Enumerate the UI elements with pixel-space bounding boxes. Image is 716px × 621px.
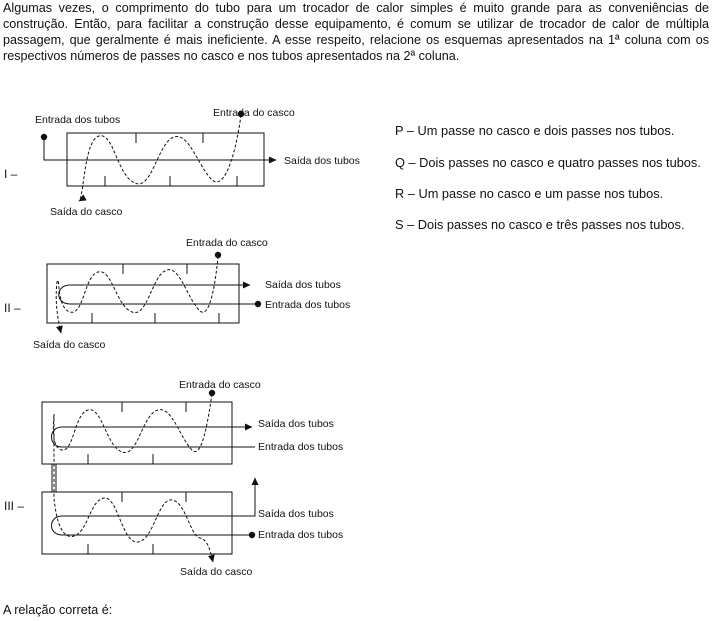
- scheme-ii-baffles: [92, 264, 219, 323]
- scheme-iii-shell-flow: [53, 394, 213, 562]
- option-q: Q – Dois passes no casco e quatro passes nos tubos.: [395, 155, 701, 170]
- scheme-ii-tube-in-label: Entrada dos tubos: [265, 299, 351, 311]
- option-r: R – Um passe no casco e um passe nos tubos.: [395, 186, 664, 201]
- scheme-ii-shell-in-label: Entrada do casco: [186, 237, 268, 249]
- option-p: P – Um passe no casco e dois passes nos tubos.: [395, 123, 675, 138]
- option-s: S – Dois passes no casco e três passes nos tubos.: [395, 217, 685, 232]
- scheme-ii-tube-out-label: Saída dos tubos: [265, 279, 341, 291]
- scheme-iii-lower-tube-inlet-dot: [249, 532, 255, 538]
- scheme-iii-tube-in-2-label: Entrada dos tubos: [258, 529, 344, 541]
- scheme-ii-shell-out-label: Saída do casco: [33, 339, 106, 351]
- scheme-iii-upper-shell: [42, 402, 232, 464]
- scheme-i-tube-in-label: Entrada dos tubos: [35, 114, 121, 126]
- scheme-iii-numeral: III –: [4, 499, 25, 513]
- scheme-i-shell-out-label: Saída do casco: [50, 206, 123, 218]
- scheme-i: [4, 107, 360, 218]
- question-prompt: A relação correta é:: [3, 603, 113, 617]
- scheme-ii-tube-inlet-dot: [255, 301, 261, 307]
- scheme-ii: [4, 237, 350, 351]
- scheme-iii-tube-out-2-label: Saída dos tubos: [258, 508, 334, 520]
- scheme-i-shell-flow: [79, 115, 241, 201]
- intro-paragraph: Algumas vezes, o comprimento do tubo para um trocador de calor simples é muito grande para as conveniências de construção. Então, para facilitar a construção desse equipamento, é comum se utilizar de trocador de calor de múltipla passagem, que geralmente é mais ineficiente. A esse respeito, relacione os esquemas apresentados na 1ª coluna com os respectivos números de passes no casco e nos tubos apresentados na 2ª coluna.: [3, 1, 709, 63]
- scheme-i-tube-out-label: Saída dos tubos: [284, 155, 360, 167]
- scheme-ii-shell-flow: [56, 256, 218, 333]
- scheme-ii-shell-inlet-dot: [215, 252, 221, 258]
- scheme-ii-shell: [47, 264, 239, 323]
- scheme-iii-lower-tube: [52, 478, 256, 535]
- scheme-iii-shell-in-label: Entrada do casco: [179, 379, 261, 391]
- scheme-i-numeral: I –: [4, 167, 18, 181]
- scheme-iii-shell-out-label: Saída do casco: [180, 566, 253, 578]
- scheme-ii-numeral: II –: [4, 301, 21, 315]
- scheme-ii-tube: [59, 285, 258, 304]
- scheme-i-shell-in-label: Entrada do casco: [213, 107, 295, 119]
- scheme-iii-tube-in-1-label: Entrada dos tubos: [258, 441, 344, 453]
- scheme-iii-tube-out-1-label: Saída dos tubos: [258, 418, 334, 430]
- scheme-iii-upper-tube: [52, 427, 256, 447]
- scheme-iii: [4, 379, 343, 578]
- scheme-iii-lower-shell: [42, 492, 232, 554]
- scheme-i-tube-inlet-dot: [41, 134, 47, 140]
- scheme-i-tube: [44, 137, 276, 160]
